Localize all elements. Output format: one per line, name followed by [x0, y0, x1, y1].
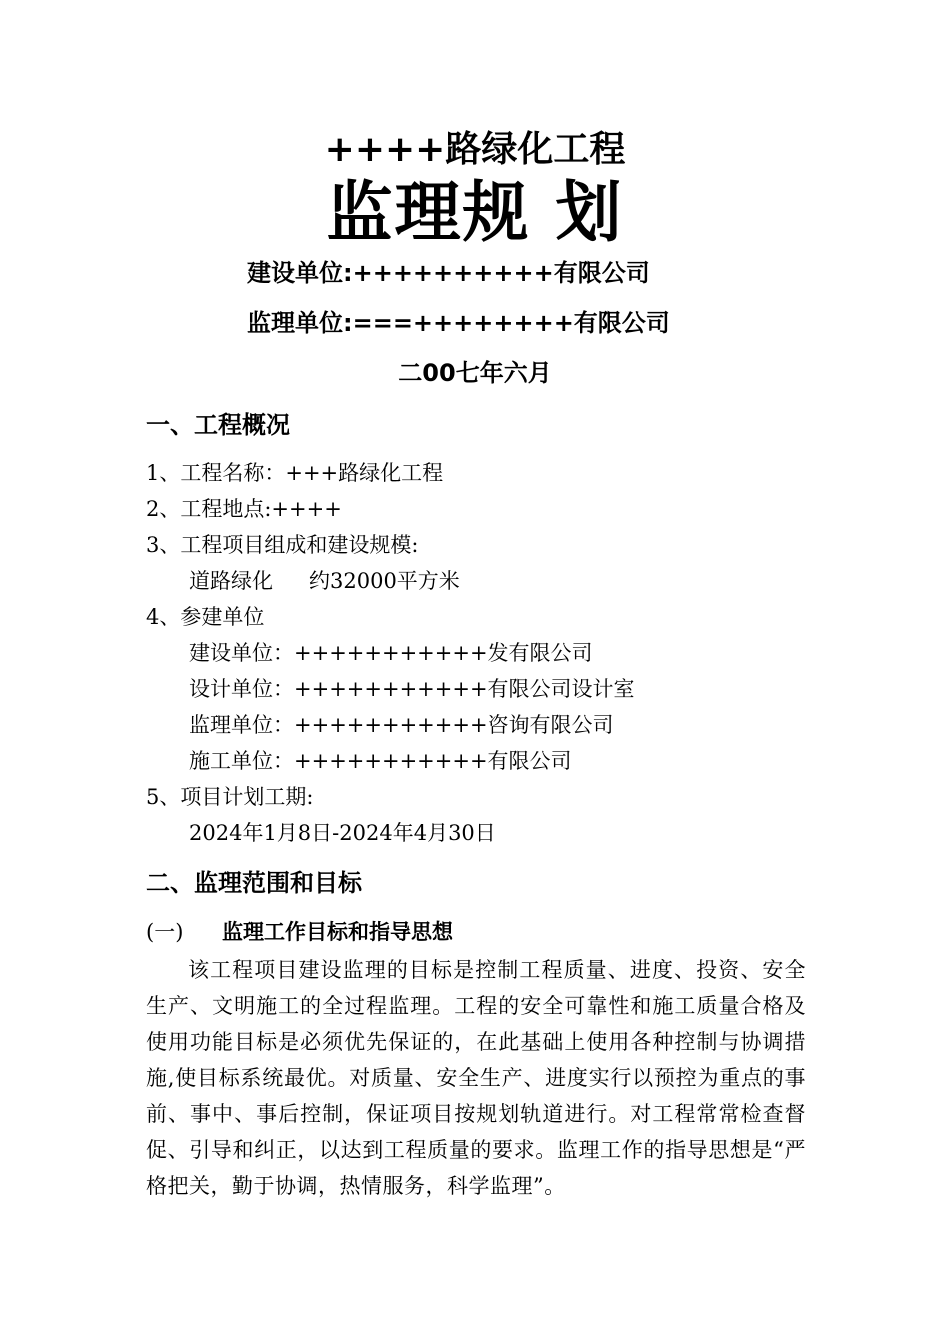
participant-construction: 建设单位：+++++++++++发有限公司 [189, 641, 593, 665]
scope-detail [189, 566, 460, 596]
scope-detail-value: 约32000平方米 [309, 569, 460, 593]
construction-unit-line: 建设单位:++++++++++有限公司 [247, 259, 650, 287]
schedule-detail: 2024年1月8日-2024年4月30日 [189, 821, 496, 845]
subsection-number: (一) [146, 920, 184, 944]
overview-item-project-name: 1、工程名称：+++路绿化工程 [146, 461, 444, 485]
participant-supervision: 监理单位：+++++++++++咨询有限公司 [189, 713, 614, 737]
overview-item-participants: 4、参建单位 [146, 605, 265, 629]
participant-design: 设计单位：+++++++++++有限公司设计室 [189, 677, 635, 701]
scope-detail-name: 道路绿化 [189, 569, 273, 593]
body-paragraph: 该工程项目建设监理的目标是控制工程质量、进度、投资、安全生产、文明施工的全过程监理。工程的安全可靠性和施工质量合格及使用功能目标是必须优先保证的，在此基础上使用各种控制与协调措施,使目标系统最优。对质量、安全生产、进度实行以预控为重点的事前、事中、事后控制，保证项目按规划轨道进行。对工程常常检查督促、引导和纠正，以达到工程质量的要求。监理工作的指导思想是“严格把关，勤于协调，热情服务，科学监理”。 [146, 958, 806, 1198]
overview-item-location: 2、工程地点:++++ [146, 497, 342, 521]
overview-item-schedule: 5、项目计划工期: [146, 785, 314, 809]
overview-item-scope: 3、工程项目组成和建设规模: [146, 533, 419, 557]
subsection-heading [146, 917, 453, 947]
document-title: 监理规 划 [326, 174, 624, 251]
subsection-title: 监理工作目标和指导思想 [222, 920, 453, 944]
supervision-unit-line: 监理单位:===++++++++有限公司 [247, 309, 670, 337]
document-date: 二00七年六月 [398, 359, 552, 387]
participant-contractor: 施工单位：+++++++++++有限公司 [189, 749, 572, 773]
project-title: ++++路绿化工程 [324, 129, 626, 170]
section-heading-overview: 一、工程概况 [146, 411, 290, 439]
section-heading-scope-goals: 二、监理范围和目标 [146, 869, 362, 897]
